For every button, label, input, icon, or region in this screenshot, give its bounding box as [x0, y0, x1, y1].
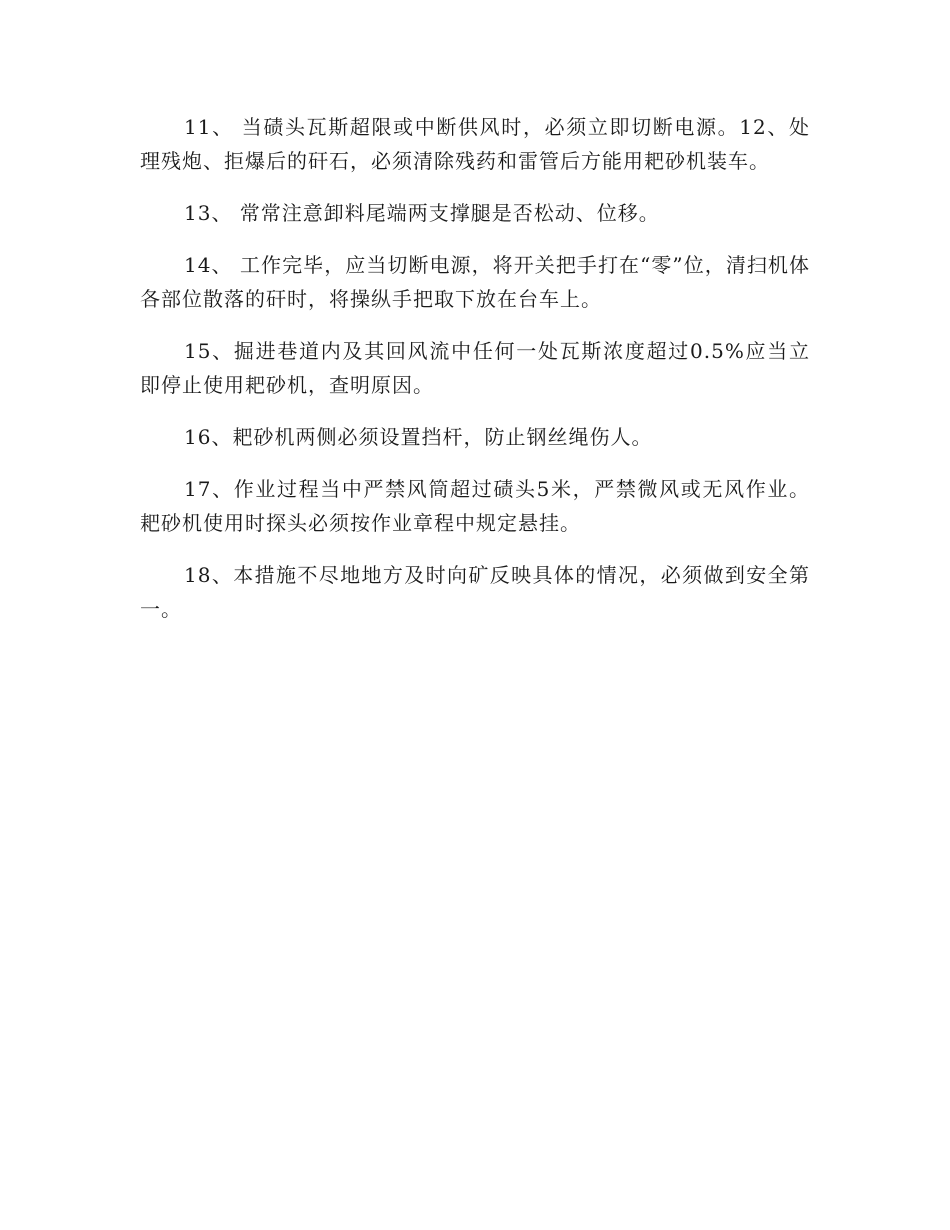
paragraph-item-11-12: 11、 当碛头瓦斯超限或中断供风时，必须立即切断电源。12、处理残炮、拒爆后的矸石，必须清除残药和雷管后方能用耙砂机装车。 — [140, 115, 810, 173]
paragraph-item-15: 15、掘进巷道内及其回风流中任何一处瓦斯浓度超过0.5%应当立即停止使用耙砂机，查明原因。 — [140, 339, 810, 397]
paragraph-item-14: 14、 工作完毕，应当切断电源，将开关把手打在“零”位，清扫机体各部位散落的矸时，将操纵手把取下放在台车上。 — [140, 253, 810, 311]
document-body — [140, 110, 810, 644]
paragraph-item-16: 16、耙砂机两侧必须设置挡杆，防止钢丝绳伤人。 — [184, 425, 653, 449]
paragraph-item-18: 18、本措施不尽地地方及时向矿反映具体的情况，必须做到安全第一。 — [140, 563, 810, 621]
paragraph-item-17: 17、作业过程当中严禁风筒超过碛头5米，严禁微风或无风作业。耙砂机使用时探头必须按作业章程中规定悬挂。 — [140, 477, 810, 535]
paragraph-item-13: 13、 常常注意卸料尾端两支撑腿是否松动、位移。 — [184, 201, 660, 225]
